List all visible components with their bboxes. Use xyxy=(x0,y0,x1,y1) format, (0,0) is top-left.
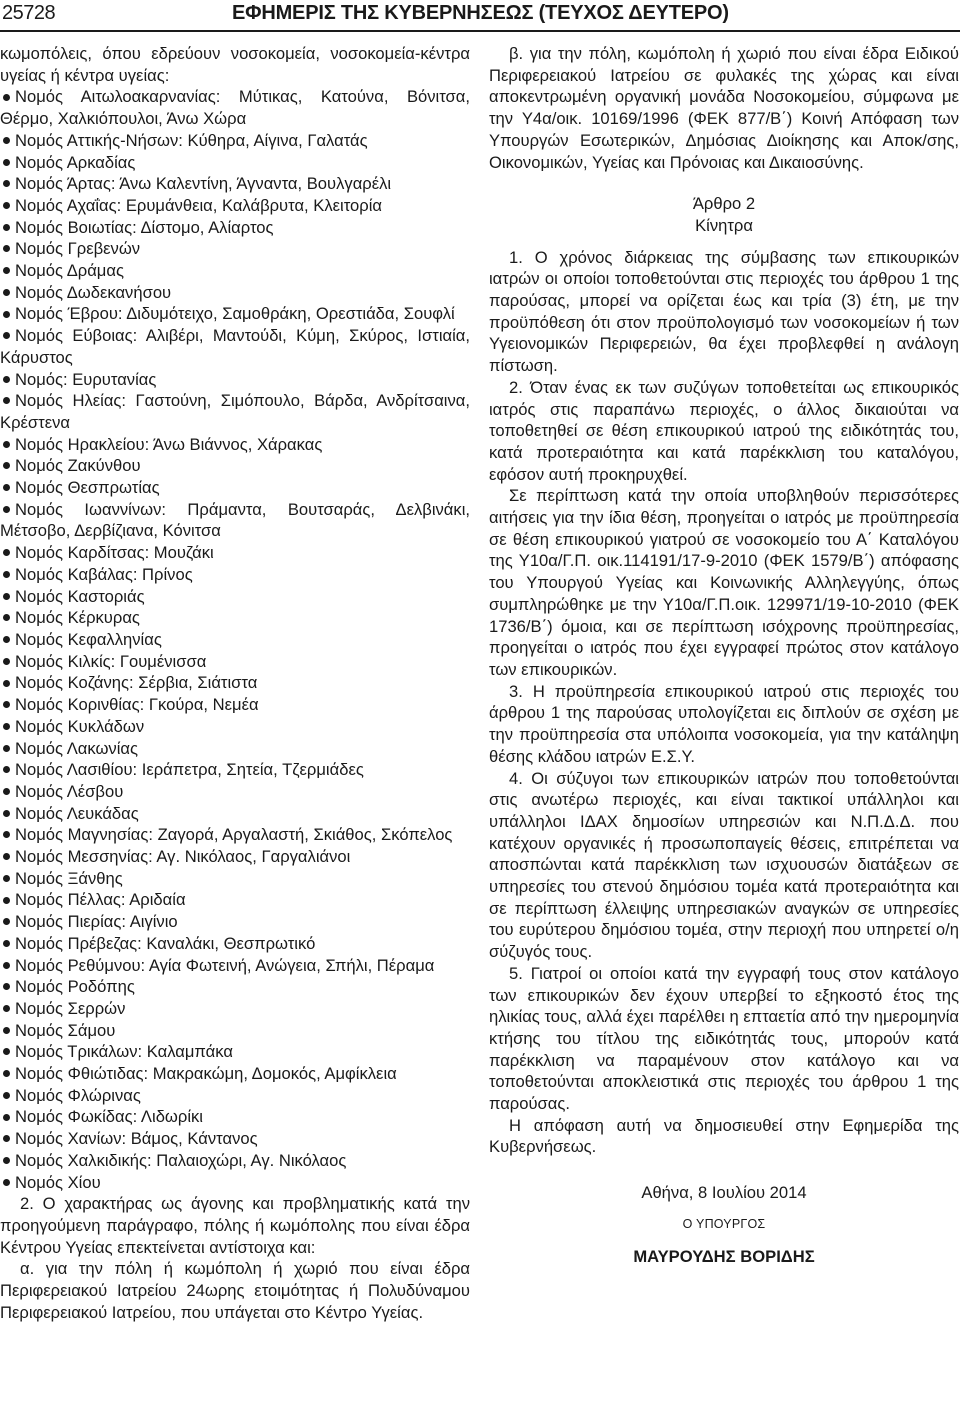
date-line: Αθήνα, 8 Ιουλίου 2014 xyxy=(641,1183,807,1203)
list-item xyxy=(0,824,470,846)
bullet-icon xyxy=(3,180,10,187)
paragraph-2b: β. για την πόλη, κωμόπολη ή χωριό που είναι έδρα Ειδικού Περιφερειακού Ιατρείου σε φυλακές της χώρας και είναι αποκεντρωμένη οργανική μονάδα Νοσοκομείου, σύμφωνα με την Υ4α/οικ. 10169/1996 (ΦΕΚ 877/Β΄) Κοινή Απόφαση των Υπουργών Εσωτερικών, Δημόσιας Διοίκησης και Αποκ/σης, Οικονομικών, Υγείας και Πρόνοιας και Δικαιοσύνης. xyxy=(489,44,959,172)
list-item xyxy=(0,803,470,825)
bullet-icon xyxy=(3,571,10,578)
list-item xyxy=(0,716,470,738)
paragraph-2: 2. Ο χαρακτήρας ως άγονης και προβληματικής κατά την προηγούμενη παράγραφο, πόλης ή κωμόπολης που είναι έδρα Κέντρου Υγείας επεκτείνεται αντίστοιχα και: xyxy=(0,1194,470,1257)
list-item-text: Νομός Αχαΐας: Ερυμάνθεια, Καλάβρυτα, Κλειτορία xyxy=(15,195,382,215)
list-item-text: Νομός Καβάλας: Πρίνος xyxy=(15,564,193,584)
article-paragraph-2: 2. Όταν ένας εκ των συζύγων τοποθετείται ως επικουρικός ιατρός στις παραπάνω περιοχές, ο άλλος δικαιούται να τοποθετηθεί σε θέση επικουρικού ιατρού της ειδικότητάς του, κατά προτεραιότητα και κατά παρέκκλιση του καταλόγου, εφόσον αυτή προκηρυχθεί. xyxy=(489,377,959,484)
list-item-text: Νομός Λέσβου xyxy=(15,781,124,801)
list-item-text: Νομός Καρδίτσας: Μουζάκι xyxy=(15,543,214,563)
bullet-icon xyxy=(3,658,10,665)
article-paragraph-1: 1. Ο χρόνος διάρκειας της σύμβασης των επικουρικών ιατρών οι οποίοι τοποθετούνται στις περιοχές του άρθρου 1 της παρούσας, μπορεί να ορίζεται έως και τρία (3) έτη, με την προϋπόθεση ότι στον προϋπολογισμό των νοσοκομείων ή των Υγειονομικών Περιφερειών, θα έχει προβλεφθεί η ανάλογη πίστωση. xyxy=(489,247,959,376)
list-item-text: Νομός Σερρών xyxy=(15,998,126,1018)
list-item xyxy=(0,759,470,781)
list-item-text: Νομός Βοιωτίας: Δίστομο, Αλίαρτος xyxy=(15,217,274,237)
list-item-text: Νομός Κέρκυρας xyxy=(15,608,140,628)
prefecture-list xyxy=(0,86,470,1193)
list-item-text: Νομός: Ευρυτανίας xyxy=(15,369,157,389)
article-paragraph-5: 5. Γιατροί οι οποίοι κατά την εγγραφή τους στον κατάλογο των επικουρικών δεν έχουν υπερβεί το εξηκοστό έτος της ηλικίας τους, αλλά έχει παρέλθει η επταετία από την ημερομηνία κτήσης του τίτλου της ειδικότητάς τους, μπορούν κατά παρέκκλιση να παραμένουν στον κατάλογο και να τοποθετούνται αποκλειστικά στις περιοχές του άρθρου 1 της παρούσας. xyxy=(489,963,959,1114)
bullet-icon xyxy=(3,983,10,990)
list-item xyxy=(0,477,470,499)
list-item-text: Νομός Χανίων: Βάμος, Κάντανος xyxy=(15,1129,258,1149)
list-item-text: Νομός Εύβοιας: Αλιβέρι, Μαντούδι, Κύμη, Σκύρος, Ιστιαία, Κάρυστος xyxy=(0,326,470,367)
right-column xyxy=(489,43,959,1267)
bullet-icon xyxy=(3,202,10,209)
closing-statement: Η απόφαση αυτή να δημοσιευθεί στην Εφημερίδα της Κυβερνήσεως. xyxy=(489,1115,959,1157)
list-item xyxy=(0,542,470,564)
bullet-icon xyxy=(3,831,10,838)
list-item xyxy=(0,1106,470,1128)
header-divider xyxy=(0,30,960,32)
bullet-icon xyxy=(3,1092,10,1099)
bullet-icon xyxy=(3,549,10,556)
list-item xyxy=(0,282,470,304)
list-item xyxy=(0,173,470,195)
bullet-icon xyxy=(3,766,10,773)
list-item xyxy=(0,781,470,803)
bullet-icon xyxy=(3,267,10,274)
list-item xyxy=(0,889,470,911)
bullet-icon xyxy=(3,680,10,687)
list-item xyxy=(0,738,470,760)
bullet-icon xyxy=(3,962,10,969)
list-item-text: Νομός Πιερίας: Αιγίνιο xyxy=(15,912,178,932)
intro-text: κωμοπόλεις, όπου εδρεύουν νοσοκομεία, νοσοκομεία-κέντρα υγείας ή κέντρα υγείας: xyxy=(0,44,470,85)
list-item xyxy=(0,86,470,129)
list-item-text: Νομός Ρεθύμνου: Αγία Φωτεινή, Ανώγεια, Σπήλι, Πέραμα xyxy=(15,955,435,975)
list-item xyxy=(0,846,470,868)
bullet-icon xyxy=(3,636,10,643)
list-item xyxy=(0,911,470,933)
list-item-text: Νομός Τρικάλων: Καλαμπάκα xyxy=(15,1042,233,1062)
list-item-text: Νομός Λακωνίας xyxy=(15,738,138,758)
signer-title: Ο ΥΠΟΥΡΓΟΣ xyxy=(682,1216,766,1231)
list-item xyxy=(0,434,470,456)
list-item-text: Νομός Φλώρινας xyxy=(15,1085,141,1105)
bullet-icon xyxy=(3,1179,10,1186)
article-number: Άρθρο 2 xyxy=(692,194,756,214)
gazette-title: ΕΦΗΜΕΡΙΣ ΤΗΣ ΚΥΒΕΡΝΗΣΕΩΣ (ΤΕΥΧΟΣ ΔΕΥΤΕΡΟ) xyxy=(232,2,729,24)
bullet-icon xyxy=(3,593,10,600)
list-item-text: Νομός Κεφαλληνίας xyxy=(15,629,162,649)
list-item-text: Νομός Άρτας: Άνω Καλεντίνη, Άγναντα, Βουλγαρέλι xyxy=(15,174,392,194)
bullet-icon xyxy=(3,462,10,469)
bullet-icon xyxy=(3,506,10,513)
list-item-text: Νομός Κιλκίς: Γουμένισσα xyxy=(15,651,207,671)
bullet-icon xyxy=(3,137,10,144)
list-item-text: Νομός Κυκλάδων xyxy=(15,716,145,736)
bullet-icon xyxy=(3,1114,10,1121)
bullet-icon xyxy=(3,701,10,708)
list-item-text: Νομός Κορινθίας: Γκούρα, Νεμέα xyxy=(15,695,259,715)
list-item-text: Νομός Γρεβενών xyxy=(15,239,141,259)
list-item xyxy=(0,1085,470,1107)
list-item xyxy=(0,672,470,694)
bullet-icon xyxy=(3,614,10,621)
bullet-icon xyxy=(3,441,10,448)
list-item xyxy=(0,976,470,998)
list-item-text: Νομός Ιωαννίνων: Πράμαντα, Βουτσαράς, Δελβινάκι, Μέτσοβο, Δερβίζιανα, Κόνιτσα xyxy=(0,499,470,541)
left-column xyxy=(0,43,470,1323)
bullet-icon xyxy=(3,245,10,252)
list-item xyxy=(0,933,470,955)
list-item xyxy=(0,998,470,1020)
bullet-icon xyxy=(3,745,10,752)
list-item-text: Νομός Ηλείας: Γαστούνη, Σιμόπουλο, Βάρδα, Ανδρίτσαινα, Κρέστενα xyxy=(0,391,470,432)
bullet-icon xyxy=(3,332,10,339)
list-item xyxy=(0,303,470,325)
list-item-text: Νομός Ηρακλείου: Άνω Βιάννος, Χάρακας xyxy=(15,434,323,454)
list-item xyxy=(0,1128,470,1150)
signer-name: ΜΑΥΡΟΥΔΗΣ ΒΟΡΙΔΗΣ xyxy=(633,1246,815,1266)
article-paragraph-2-continued: Σε περίπτωση κατά την οποία υποβληθούν περισσότερες αιτήσεις για την ίδια θέση, προηγείται ο ιατρός με προϋπηρεσία σε θέση επικουρικού γιατρού σε νοσοκομείο του Α΄ Καταλόγου της Υ10α/Γ.Π. οικ.114191/17-9-2010 (ΦΕΚ 1579/Β΄) απόφασης του Υπουργού Υγείας και Κοινωνικής Αλληλεγγύης, όπως συμπληρώθηκε με την Υ10α/Γ.Π.οικ. 129971/19-10-2010 (ΦΕΚ 1736/Β΄) όμοια, και σε περίπτωση ισόχρονης προϋπηρεσίας, προηγείται ο ιατρός που έχει εγγραφεί πρώτος στον κατάλογο των επικουρικών. xyxy=(489,486,959,679)
bullet-icon xyxy=(3,723,10,730)
list-item-text: Νομός Αρκαδίας xyxy=(15,152,136,172)
bullet-icon xyxy=(3,159,10,166)
list-item xyxy=(0,1041,470,1063)
list-item xyxy=(0,1020,470,1042)
list-item xyxy=(0,195,470,217)
bullet-icon xyxy=(3,1027,10,1034)
list-item xyxy=(0,152,470,174)
list-item-text: Νομός Ζακύνθου xyxy=(15,456,141,476)
list-item-text: Νομός Αττικής-Νήσων: Κύθηρα, Αίγινα, Γαλατάς xyxy=(15,130,368,150)
list-item xyxy=(0,260,470,282)
list-item xyxy=(0,455,470,477)
list-item-text: Νομός Χίου xyxy=(15,1172,101,1192)
list-item xyxy=(0,238,470,260)
bullet-icon xyxy=(3,1005,10,1012)
list-item xyxy=(0,651,470,673)
article-paragraph-4: 4. Οι σύζυγοι των επικουρικών ιατρών που τοποθετούνται στις ανωτέρω περιοχές, και είναι τακτικοί υπάλληλοι και υπάλληλοι ΙΔΑΧ δημοσίων υπηρεσιών και Ν.Π.Δ.Δ. που κατέχουν οργανικές ή προσωποπαγείς θέσεις, επιτρέπεται να αποσπώνται κατά παρέκκλιση των ισχυουσών διατάξεων σε υπηρεσίες του στενού δημόσιου τομέα κατά προτεραιότητα και σε περίπτωση έλλειψης υπηρεσιακών αναγκών σε υπηρεσίες του ευρύτερου δημόσιου τομέα, στην περιοχή που υπηρετεί ο/η σύζυγός τους. xyxy=(489,768,959,962)
list-item xyxy=(0,217,470,239)
paragraph-2a: α. για την πόλη ή κωμόπολη ή χωριό που είναι έδρα Περιφερειακού Ιατρείου 24ωρης ετοιμότητας ή Πολυδύναμου Περιφερειακού Ιατρείου, που υπάγεται στο Κέντρο Υγείας. xyxy=(0,1259,470,1322)
list-item xyxy=(0,694,470,716)
list-item xyxy=(0,325,470,368)
list-item-text: Νομός Ροδόπης xyxy=(15,977,135,997)
list-item-text: Νομός Χαλκιδικής: Παλαιοχώρι, Αγ. Νικόλαος xyxy=(15,1150,347,1170)
list-item-text: Νομός Ξάνθης xyxy=(15,868,123,888)
list-item-text: Νομός Μεσσηνίας: Αγ. Νικόλαος, Γαργαλιάνοι xyxy=(15,847,351,867)
list-item-text: Νομός Κοζάνης: Σέρβια, Σιάτιστα xyxy=(15,673,258,693)
bullet-icon xyxy=(3,940,10,947)
bullet-icon xyxy=(3,1135,10,1142)
list-item-text: Νομός Μαγνησίας: Ζαγορά, Αργαλαστή, Σκιάθος, Σκόπελος xyxy=(15,825,453,845)
list-item xyxy=(0,1172,470,1194)
bullet-icon xyxy=(3,788,10,795)
list-item-text: Νομός Καστοριάς xyxy=(15,586,145,606)
page-number: 25728 xyxy=(2,2,56,24)
bullet-icon xyxy=(3,94,10,101)
list-item-text: Νομός Πέλλας: Αριδαία xyxy=(15,890,186,910)
list-item xyxy=(0,868,470,890)
list-item-text: Νομός Δράμας xyxy=(15,261,124,281)
list-item-text: Νομός Σάμου xyxy=(15,1020,116,1040)
list-item xyxy=(0,629,470,651)
list-item-text: Νομός Λασιθίου: Ιεράπετρα, Σητεία, Τζερμιάδες xyxy=(15,760,364,780)
bullet-icon xyxy=(3,810,10,817)
bullet-icon xyxy=(3,897,10,904)
list-item-text: Νομός Φωκίδας: Λιδωρίκι xyxy=(15,1107,203,1127)
bullet-icon xyxy=(3,397,10,404)
bullet-icon xyxy=(3,853,10,860)
list-item-text: Νομός Δωδεκανήσου xyxy=(15,282,172,302)
list-item-text: Νομός Φθιώτιδας: Μακρακώμη, Δομοκός, Αμφίκλεια xyxy=(15,1064,397,1084)
list-item xyxy=(0,1063,470,1085)
list-item xyxy=(0,369,470,391)
bullet-icon xyxy=(3,875,10,882)
bullet-icon xyxy=(3,376,10,383)
article-title: Κίνητρα xyxy=(695,215,753,235)
list-item-text: Νομός Αιτωλοακαρνανίας: Μύτικας, Κατούνα, Βόνιτσα, Θέρμο, Χαλκιόπουλοι, Άνω Χώρα xyxy=(0,87,470,129)
bullet-icon xyxy=(3,224,10,231)
bullet-icon xyxy=(3,1070,10,1077)
bullet-icon xyxy=(3,1048,10,1055)
article-paragraph-3: 3. Η προϋπηρεσία επικουρικού ιατρού στις περιοχές του άρθρου 1 της παρούσας υπολογίζεται εις διπλούν σε σχέση με την προϋπηρεσία στα υπόλοιπα νοσοκομεία, για την κατάληψη θέσης κλάδου ιατρών Ε.Σ.Υ. xyxy=(489,681,959,766)
list-item xyxy=(0,1150,470,1172)
bullet-icon xyxy=(3,1157,10,1164)
bullet-icon xyxy=(3,289,10,296)
bullet-icon xyxy=(3,311,10,318)
list-item xyxy=(0,130,470,152)
list-item xyxy=(0,564,470,586)
list-item-text: Νομός Έβρου: Διδυμότειχο, Σαμοθράκη, Ορεστιάδα, Σουφλί xyxy=(15,304,455,324)
list-item xyxy=(0,607,470,629)
list-item xyxy=(0,586,470,608)
list-item-text: Νομός Πρέβεζας: Καναλάκι, Θεσπρωτικό xyxy=(15,933,316,953)
page-header xyxy=(0,0,960,32)
list-item-text: Νομός Λευκάδας xyxy=(15,803,139,823)
list-item xyxy=(0,390,470,433)
bullet-icon xyxy=(3,484,10,491)
list-item xyxy=(0,955,470,977)
list-item-text: Νομός Θεσπρωτίας xyxy=(15,478,160,498)
list-item xyxy=(0,499,470,542)
bullet-icon xyxy=(3,918,10,925)
